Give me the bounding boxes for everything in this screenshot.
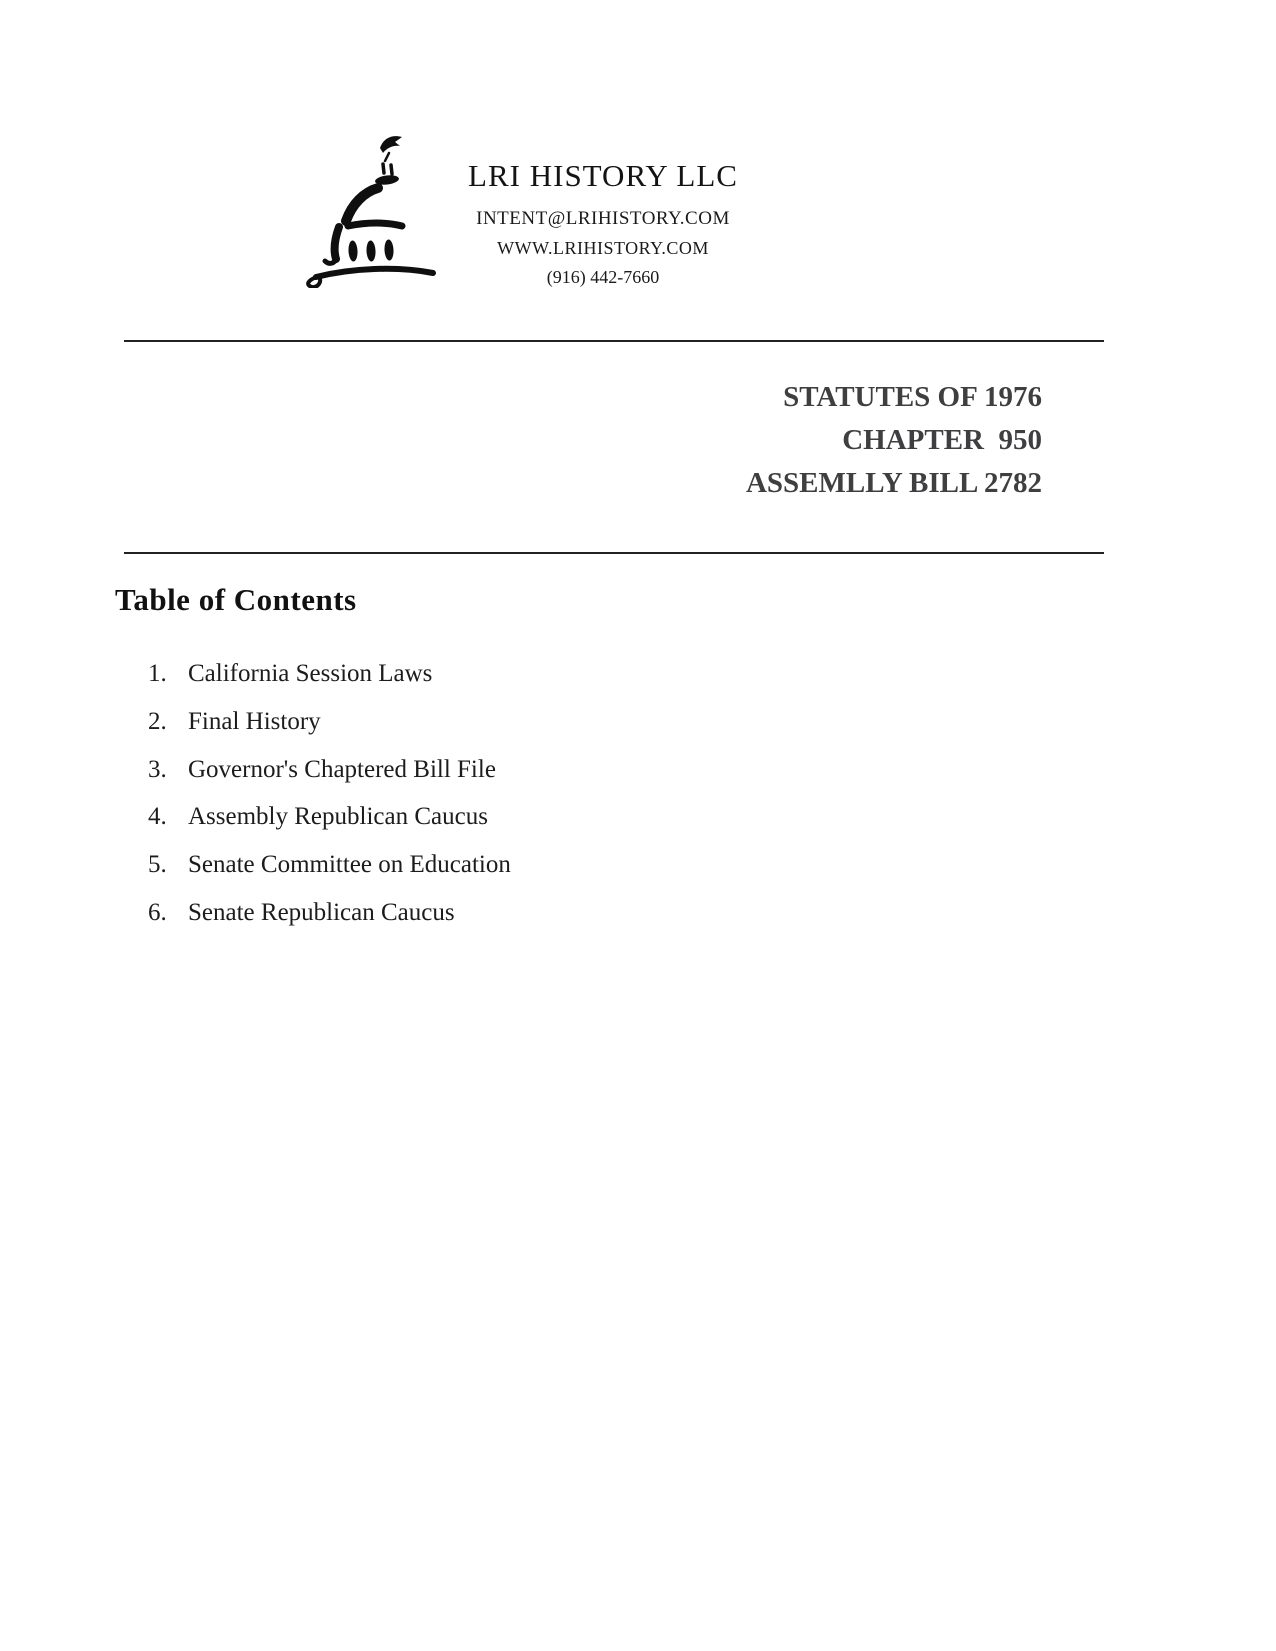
toc-heading: Table of Contents	[115, 582, 357, 617]
statute-title-line-2: CHAPTER 950	[842, 424, 1042, 456]
capitol-dome-logo-icon	[292, 126, 442, 288]
toc-item	[148, 899, 511, 947]
toc-list	[148, 660, 511, 947]
toc-item	[148, 708, 511, 756]
toc-item-number: 5.	[148, 851, 167, 879]
toc-item-number: 4.	[148, 803, 167, 831]
toc-item-label: Assembly Republican Caucus	[188, 803, 488, 831]
company-name: LRI HISTORY LLC	[468, 158, 738, 193]
toc-item	[148, 756, 511, 804]
company-website: WWW.LRIHISTORY.COM	[497, 238, 709, 258]
statute-title-block	[500, 376, 1042, 505]
toc-item-label: Final History	[188, 707, 321, 735]
horizontal-rule-bottom	[124, 552, 1104, 554]
toc-item	[148, 851, 511, 899]
toc-item-label: California Session Laws	[188, 660, 433, 687]
toc-item	[148, 660, 511, 708]
company-phone: (916) 442-7660	[546, 267, 660, 287]
toc-item-number: 6.	[148, 898, 167, 926]
horizontal-rule-top	[124, 340, 1104, 342]
toc-item	[148, 803, 511, 851]
toc-item-label: Senate Republican Caucus	[188, 898, 455, 926]
company-contact-block	[438, 158, 768, 288]
statute-title-line-3: ASSEMLLY BILL 2782	[745, 467, 1042, 499]
company-email: INTENT@LRIHISTORY.COM	[476, 208, 730, 229]
toc-item-number: 3.	[148, 755, 167, 783]
toc-item-number: 1.	[148, 660, 167, 687]
toc-item-label: Senate Committee on Education	[188, 851, 511, 879]
statute-title-line-1: STATUTES OF 1976	[783, 381, 1042, 413]
toc-item-label: Governor's Chaptered Bill File	[188, 755, 496, 783]
toc-item-number: 2.	[148, 707, 167, 735]
